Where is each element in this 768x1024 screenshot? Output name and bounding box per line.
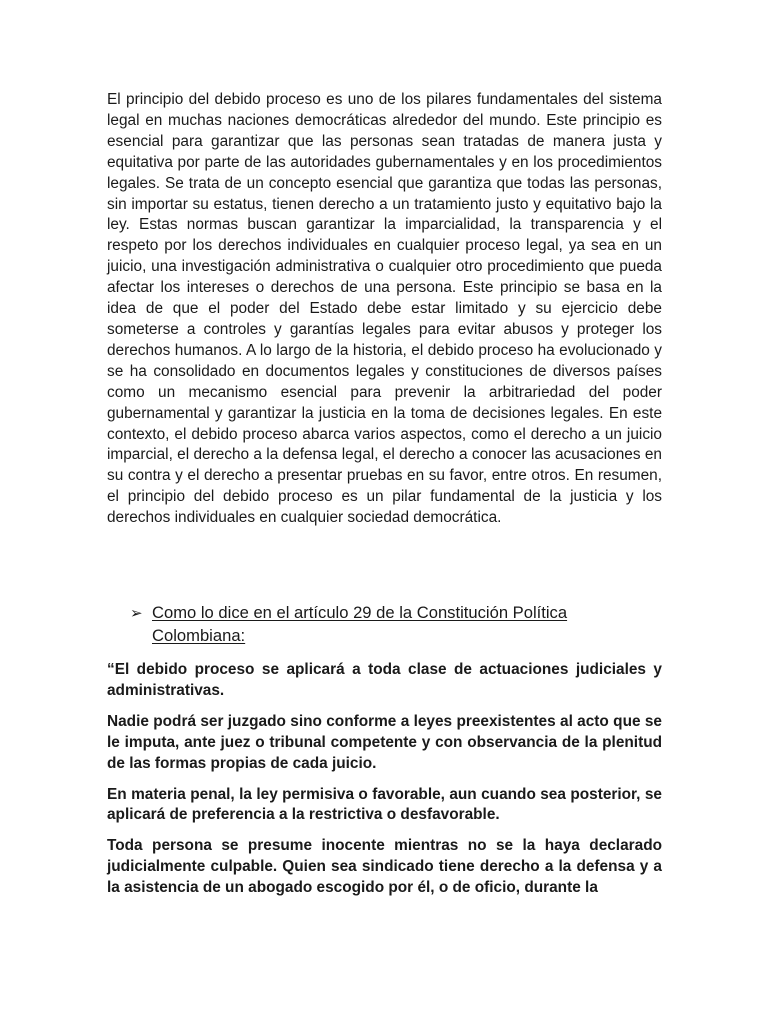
arrow-bullet-icon: ➢ (130, 605, 143, 623)
bullet-heading-row (130, 601, 662, 647)
quote-paragraph-1: “El debido proceso se aplicará a toda clase de actuaciones judiciales y administrativas. (107, 661, 662, 699)
quote-paragraph-4: Toda persona se presume inocente mientras no se la haya declarado judicialmente culpable. Quien sea sindicado tiene derecho a la defensa y a la asistencia de un abogado escogido por él, o de oficio, durante la (107, 837, 662, 897)
document-page (107, 90, 662, 899)
article-heading: Como lo dice en el artículo 29 de la Constitución Política Colombiana: (152, 603, 568, 646)
quote-paragraph-3: En materia penal, la ley permisiva o favorable, aun cuando sea posterior, se aplicará de preferencia a la restrictiva o desfavorable. (107, 785, 662, 824)
intro-paragraph: El principio del debido proceso es uno de los pilares fundamentales del sistema legal en muchas naciones democráticas alrededor del mundo. Este principio es esencial para garantizar que las personas sean tratadas de manera justa y equitativa por parte de las autoridades gubernamentales y en los procedimientos legales. Se trata de un concepto esencial que garantiza que todas las personas, sin importar su estatus, tienen derecho a un tratamiento justo y equitativo bajo la ley. Estas normas buscan garantizar la imparcialidad, la transparencia y el respeto por los derechos individuales en cualquier proceso legal, ya sea en un juicio, una investigación administrativa o cualquier otro procedimiento que pueda afectar los intereses o derechos de una persona. Este principio se basa en la idea de que el poder del Estado debe estar limitado y su ejercicio debe someterse a controles y garantías legales para evitar abusos y proteger los derechos humanos. A lo largo de la historia, el debido proceso ha evolucionado y se ha consolidado en documentos legales y constituciones de diversos países como un mecanismo esencial para prevenir la arbitrariedad del poder gubernamental y garantizar la justicia en la toma de decisiones legales. En este contexto, el debido proceso abarca varios aspectos, como el derecho a un juicio imparcial, el derecho a la defensa legal, el derecho a conocer las acusaciones en su contra y el derecho a presentar pruebas en su favor, entre otros. En resumen, el principio del debido proceso es un pilar fundamental de la justicia y los derechos individuales en cualquier sociedad democrática. (107, 91, 662, 527)
quote-paragraph-2: Nadie podrá ser juzgado sino conforme a leyes preexistentes al acto que se le imputa, ante juez o tribunal competente y con observancia de la plenitud de las formas propias de cada juicio. (107, 712, 662, 772)
